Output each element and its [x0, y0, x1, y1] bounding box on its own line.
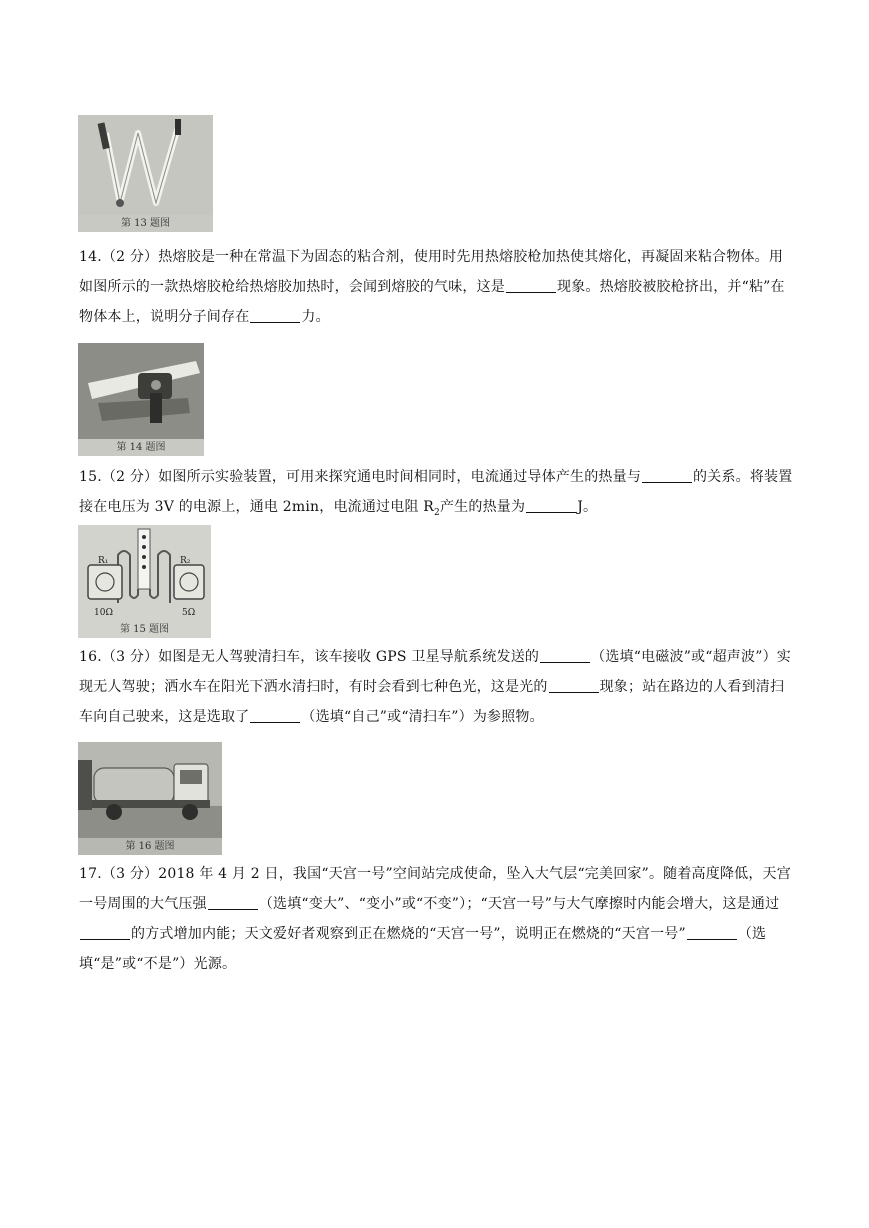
answer-blank[interactable] [540, 648, 590, 663]
question-15-number: 15.（2 分） [79, 469, 159, 485]
figure-16 [78, 742, 222, 855]
question-15 [79, 462, 795, 528]
question-16-text-3: 现象；站在路边的人看到清扫车向自己驶来，这是选取了 [79, 679, 785, 725]
question-14-text-1: 热熔胶是一种在常温下为固态的粘合剂，使用时先用热熔胶枪加热使其熔化，再凝固来粘合物体。用如图所示的一款热熔胶枪给热熔胶加热时，会闻到熔胶的气味，这是 [79, 249, 784, 295]
answer-blank[interactable] [526, 498, 576, 513]
answer-blank[interactable] [80, 925, 130, 940]
question-15-text-3: 产生的热量为 [439, 499, 526, 515]
question-15-text-1: 如图所示实验装置，可用来探究通电时间相同时，电流通过导体产生的热量与 [158, 469, 642, 485]
question-17-text-3: 的方式增加内能；天文爱好者观察到正在燃烧的“天宫一号”，说明正在燃烧的“天宫一号” [131, 926, 686, 942]
question-14 [79, 242, 795, 332]
question-17 [79, 859, 795, 979]
question-16-text-4: （选填“自己”或“清扫车”）为参照物。 [301, 709, 544, 725]
question-17-number: 17.（3 分） [79, 866, 159, 882]
question-14-text-3: 力。 [301, 309, 330, 325]
resistor-subscript: 2 [434, 507, 440, 518]
answer-blank[interactable] [208, 895, 258, 910]
figure-14-caption: 第 14 题图 [116, 442, 166, 453]
label-r2: R₂ [180, 556, 191, 566]
answer-blank[interactable] [250, 308, 300, 323]
question-17-text-4: （选填“是”或“不是”）光源。 [79, 926, 767, 972]
figure-15 [78, 525, 211, 638]
question-16-text-2: （选填“电磁波”或“超声波”）实现无人驾驶；洒水车在阳光下洒水清扫时，有时会看到七种色光，这是光的 [79, 649, 791, 695]
question-16-number: 16.（3 分） [79, 649, 159, 665]
sweeper-truck-illustration [78, 742, 222, 838]
label-5-ohm: 5Ω [182, 608, 196, 618]
label-10-ohm: 10Ω [94, 608, 113, 618]
figure-13-caption: 第 13 题图 [120, 218, 171, 229]
glue-gun-illustration [78, 343, 204, 439]
answer-blank[interactable] [250, 708, 300, 723]
answer-blank[interactable] [687, 925, 737, 940]
question-15-text-2: 的关系。将装置接在电压为 3V 的电源上，通电 2min，电流通过电阻 R [79, 469, 793, 515]
figure-13 [78, 115, 213, 232]
question-14-text-2: 现象。热熔胶被胶枪挤出，并“粘”在物体本上，说明分子间存在 [79, 279, 785, 325]
figure-14 [78, 343, 204, 456]
label-r1: R₁ [98, 556, 109, 566]
answer-blank[interactable] [506, 278, 556, 293]
answer-blank[interactable] [549, 678, 599, 693]
figure-15-caption: 第 15 题图 [119, 624, 170, 635]
folding-cane-illustration [78, 115, 213, 215]
question-17-text-1: 2018 年 4 月 2 日，我国“天宫一号”空间站完成使命，坠入大气层“完美回家”。随着高度降低，天宫一号周围的大气压强 [79, 866, 791, 912]
figure-16-caption: 第 16 题图 [125, 841, 175, 852]
question-14-number: 14.（2 分） [79, 249, 159, 265]
question-15-text-4: J。 [577, 499, 598, 515]
question-17-text-2: （选填“变大”、“变小”或“不变”）；“天宫一号”与大气摩擦时内能会增大，这是通过 [258, 896, 780, 912]
heating-apparatus-illustration [78, 525, 211, 623]
answer-blank[interactable] [642, 468, 692, 483]
question-16 [79, 642, 795, 732]
question-16-text-1: 如图是无人驾驶清扫车，该车接收 GPS 卫星导航系统发送的 [158, 649, 540, 665]
